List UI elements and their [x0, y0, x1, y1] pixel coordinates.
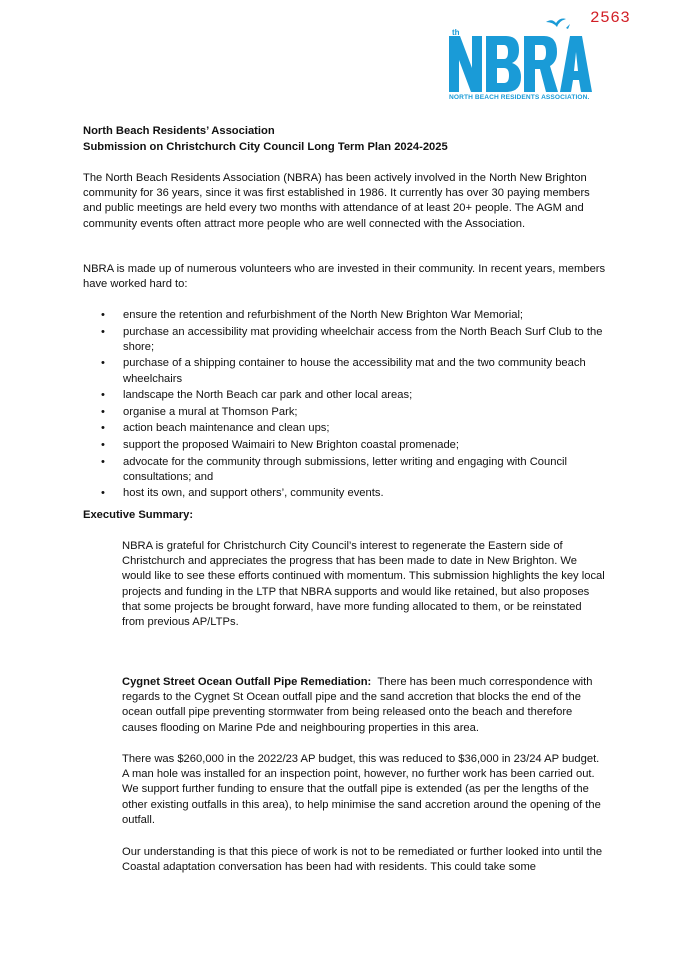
- cygnet-paragraph-1-text: There has been much correspondence with regards to the Cygnet St Ocean outfall pipe and the sand accretion that blocks the end of the ocean outfall pipe preventing stormwater from being released onto the beach and therefore causes flooding on Marine Pde and neighbouring properties in this area.: [122, 676, 593, 734]
- volunteers-paragraph: NBRA is made up of numerous volunteers who are invested in their community. In recent years, members have worked hard to:: [83, 263, 606, 291]
- list-item: • purchase an accessibility mat providing wheelchair access from the North Beach Surf Club to the shore;: [83, 325, 608, 355]
- list-item: • organise a mural at Thomson Park;: [83, 405, 608, 420]
- list-item: • host its own, and support others’, community events.: [83, 486, 608, 501]
- executive-summary-paragraph: NBRA is grateful for Christchurch City Council’s interest to regenerate the Eastern side of Christchurch and appreciates the progress that has been made to date in New Brighton. We would like to see these efforts continued with momentum. This submission highlights the key local projects and funding in the LTP that NBRA supports and would like retained, but also proposes that some projects be brought forward, have more funding allocated to them, or be reinstated from previous AP/LTPs.: [122, 540, 605, 629]
- intro-paragraph: The North Beach Residents Association (NBRA) has been actively involved in the North New Brighton community for 36 years, since it was first established in 1986. It currently has over 30 paying members and public meetings are held every two months with attendance of at least 20+ people. The AGM and community events often attract more people who are well connected with the Association.: [83, 172, 590, 230]
- list-item: • advocate for the community through submissions, letter writing and engaging with Council consultations; and: [83, 455, 608, 485]
- logo-superscript: th: [452, 28, 460, 37]
- executive-summary-heading: Executive Summary:: [83, 509, 194, 521]
- cygnet-heading: Cygnet Street Ocean Outfall Pipe Remediation:: [122, 676, 372, 688]
- cygnet-paragraph-1: [122, 675, 607, 736]
- nbra-logo: [446, 14, 592, 106]
- heading-organisation: North Beach Residents’ Association: [83, 125, 275, 137]
- cygnet-paragraph-3: Our understanding is that this piece of work is not to be remediated or further looked into until the Coastal adaptation conversation has been had with residents. This could take some: [122, 846, 603, 874]
- list-item: • action beach maintenance and clean ups;: [83, 421, 608, 436]
- list-item: • purchase of a shipping container to house the accessibility mat and the two community beach wheelchairs: [83, 356, 608, 386]
- cygnet-paragraph-2: There was $260,000 in the 2022/23 AP budget, this was reduced to $36,000 in 23/24 AP budget. A man hole was installed for an inspection point, however, no further work has been carried out. We support further funding to ensure that the outfall pipe is extended (as per the lengths of the other existing outfalls in this area), to help minimise the sand accretion around the opening of the outfall.: [122, 753, 601, 826]
- achievements-list: [83, 308, 608, 503]
- list-item: • landscape the North Beach car park and other local areas;: [83, 388, 608, 403]
- heading-submission-title: Submission on Christchurch City Council Long Term Plan 2024-2025: [83, 141, 448, 153]
- list-item: • support the proposed Waimairi to New Brighton coastal promenade;: [83, 438, 608, 453]
- list-item: • ensure the retention and refurbishment of the North New Brighton War Memorial;: [83, 308, 608, 323]
- page-number: 2563: [590, 9, 631, 27]
- logo-tagline: NORTH BEACH RESIDENTS ASSOCIATION.: [449, 94, 590, 101]
